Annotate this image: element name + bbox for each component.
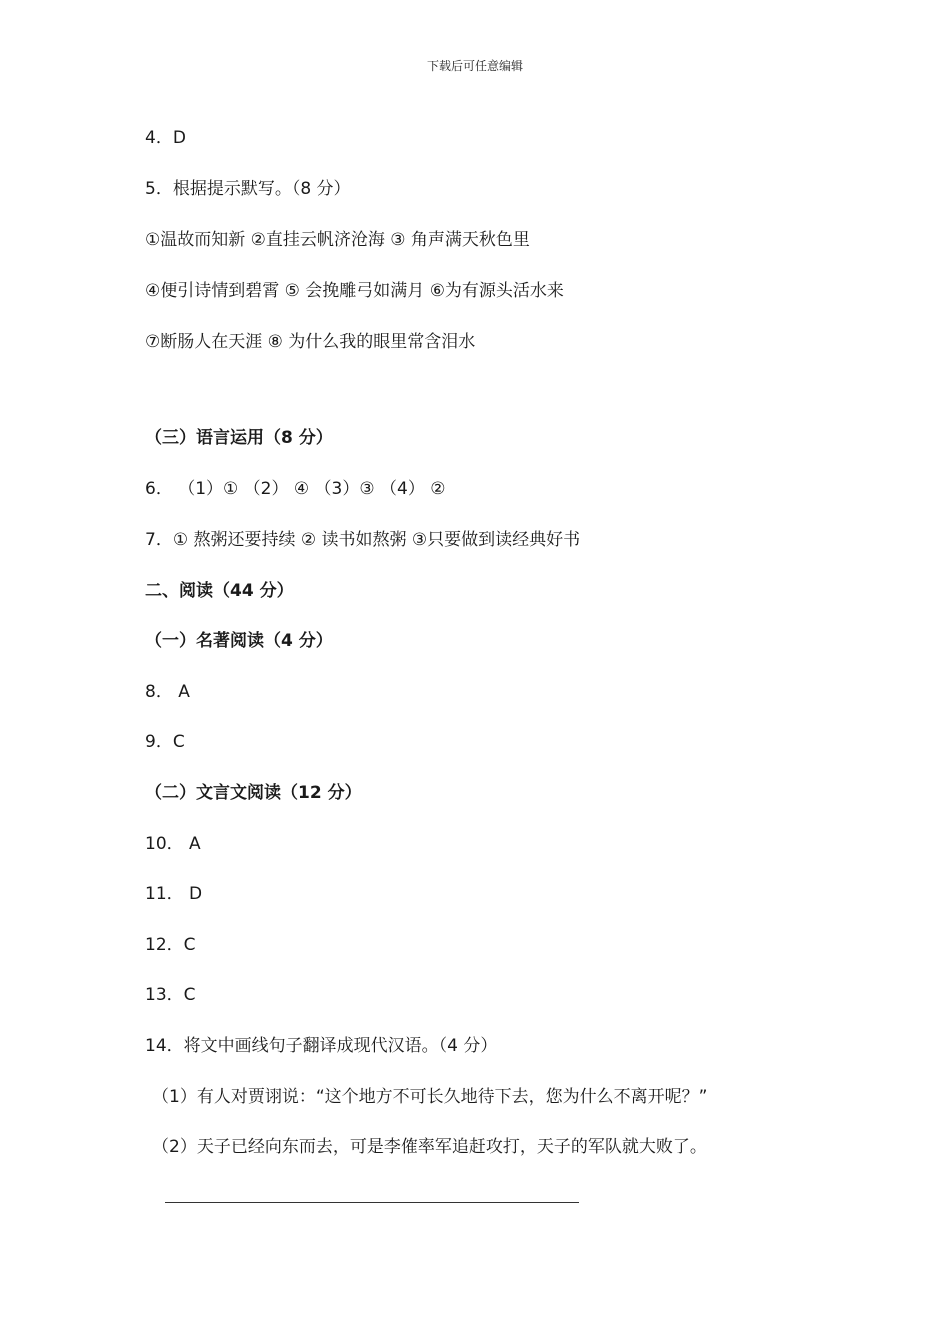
section-classics-reading-heading: （一）名著阅读（4 分） — [145, 631, 333, 651]
section-classical-chinese-heading: （二）文言文阅读（12 分） — [145, 783, 362, 803]
section-language-use-heading: （三）语言运用（8 分） — [145, 428, 333, 448]
answer-14-part-1: （1）有人对贾诩说：“这个地方不可长久地待下去，您为什么不离开呢？” — [152, 1087, 708, 1107]
answer-11: 11． D — [145, 884, 203, 904]
answer-14-part-2: （2）天子已经向东而去，可是李傕率军追赶攻打，天子的军队就大败了。 — [152, 1137, 707, 1157]
answer-5-line-1: ①温故而知新 ②直挂云帆济沧海 ③ 角声满天秋色里 — [145, 230, 530, 250]
answer-10: 10． A — [145, 834, 201, 854]
answer-6: 6． （1）① （2） ④ （3）③ （4） ② — [145, 479, 446, 499]
page-header-note: 下载后可任意编辑 — [426, 59, 523, 73]
answer-13: 13．C — [145, 985, 196, 1005]
answer-7: 7．① 熬粥还要持续 ② 读书如熬粥 ③只要做到读经典好书 — [145, 530, 581, 550]
footer-divider — [165, 1202, 579, 1203]
answer-4: 4．D — [145, 128, 186, 148]
answer-9: 9．C — [145, 732, 185, 752]
answer-5-line-3: ⑦断肠人在天涯 ⑧ 为什么我的眼里常含泪水 — [145, 332, 476, 352]
answer-5-line-2: ④便引诗情到碧霄 ⑤ 会挽雕弓如满月 ⑥为有源头活水来 — [145, 281, 564, 301]
question-5-title: 5．根据提示默写。（8 分） — [145, 179, 351, 199]
question-14-title: 14．将文中画线句子翻译成现代汉语。（4 分） — [145, 1036, 498, 1056]
section-reading-heading: 二、阅读（44 分） — [145, 581, 294, 601]
answer-8: 8． A — [145, 682, 190, 702]
answer-12: 12．C — [145, 935, 196, 955]
